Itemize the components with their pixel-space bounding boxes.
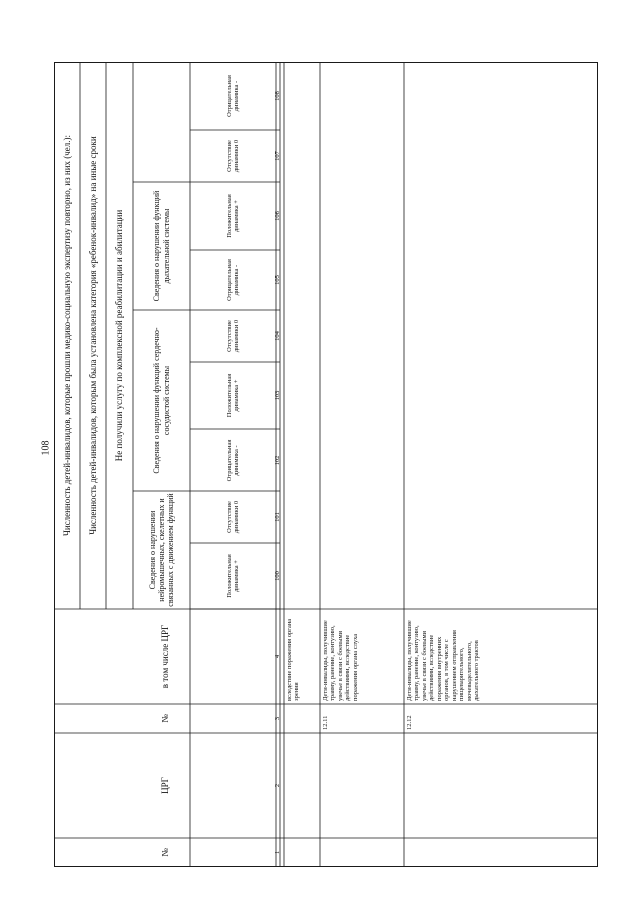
row-1-text: вследствие поражения органа зрения <box>286 618 301 701</box>
row-3-text: Дети-инвалиды, получившие травму, ранение, контузию, увечье в связи с боевыми действиями, вследствие поражения внутренних органов, в том числе с нарушением отправления пищеварительного, мочевыделительного, дыхательного трактов <box>406 620 481 701</box>
subheader-negative-1: Отрицательная динамика - <box>225 439 240 482</box>
row-2-text: Дети-инвалиды, получившие травму, ранение, контузию, увечье в связи с боевыми действиями, вследствие поражения органа слуха <box>322 620 359 701</box>
number-cell-108: 108 <box>274 91 282 101</box>
subheader-negative-2: Отрицательная динамика - <box>225 259 240 301</box>
header-col-num: № <box>159 848 170 857</box>
number-cell-104: 104 <box>274 331 282 341</box>
subheader-positive-3: Положительная динамика + <box>225 194 240 238</box>
number-cell-2: 2 <box>274 783 282 788</box>
row-3-num: 12.12 <box>406 715 413 730</box>
number-cell-3: 3 <box>274 716 282 721</box>
subheader-absent-2: Отсутствие динамики 0 <box>225 319 240 353</box>
number-cell-101: 101 <box>274 512 282 522</box>
number-cell-107: 107 <box>274 151 282 161</box>
header-col-crg: ЦРГ <box>159 777 170 794</box>
subheader-negative-3: Отрицательная динамика - <box>225 75 240 117</box>
group-title-respiratory: Сведения о нарушении функций дыхательной системы <box>152 190 171 302</box>
subheader-absent-3: Отсутствие динамики 0 <box>225 139 240 173</box>
group-title-cardiovascular: Сведения о нарушении функций сердечно-сосудистой системы <box>152 327 171 474</box>
subheader-positive-1: Положительная динамика + <box>225 554 240 598</box>
row-2-num: 12.11 <box>322 715 329 730</box>
number-cell-1: 1 <box>274 850 282 855</box>
number-cell-4: 4 <box>274 654 282 659</box>
subheader-absent-1: Отсутствие динамики 0 <box>225 500 240 534</box>
number-cell-103: 103 <box>274 390 282 401</box>
group-title-musculoskeletal: Сведения о нарушении нейромышечных, скелетных и связанных с движением функций <box>147 493 176 607</box>
header-level2: Численность детей-инвалидов, которым была установлена категория «ребенок-инвалид» на иные сроки <box>87 136 98 535</box>
header-col-num2: № <box>159 714 170 723</box>
subheader-positive-2: Положительная динамика + <box>225 373 240 418</box>
header-col-sub-crg: в том числе ЦРГ <box>159 624 170 689</box>
number-cell-100: 100 <box>274 571 282 581</box>
number-cell-105: 105 <box>274 275 282 285</box>
statistics-table <box>54 62 598 867</box>
number-cell-106: 106 <box>274 211 282 221</box>
number-cell-102: 102 <box>274 455 282 466</box>
header-level3: Не получили услугу по комплексной реабилитации и абилитации <box>114 209 125 462</box>
page-number: 108 <box>40 440 52 456</box>
header-level1: Численность детей-инвалидов, которые прошли медико-социальную экспертизу повторно, из них (чел.): <box>61 134 72 537</box>
